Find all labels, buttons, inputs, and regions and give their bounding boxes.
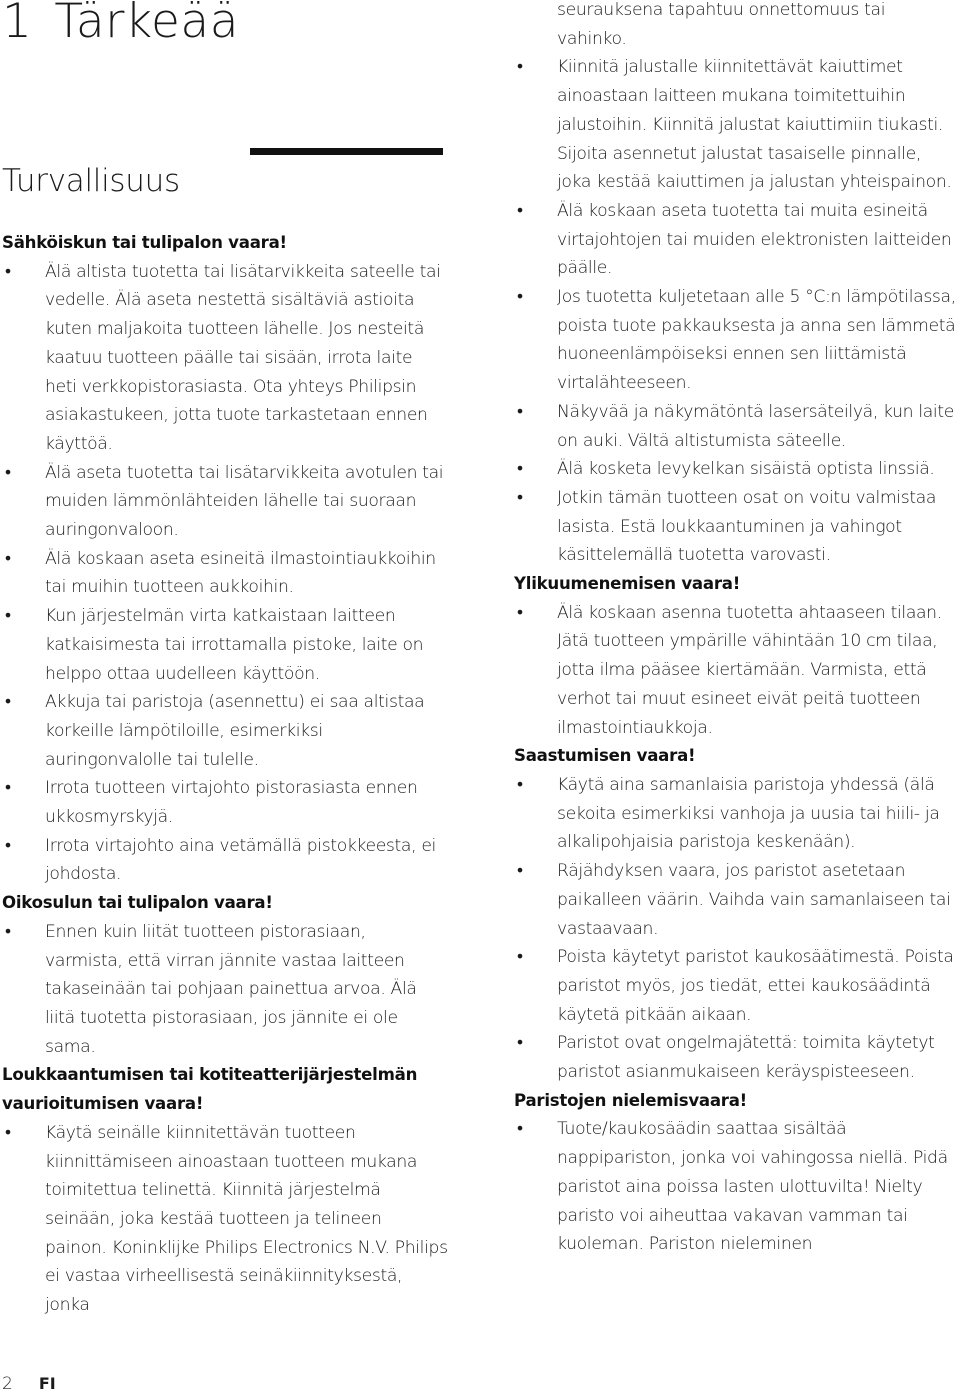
list-item: • Näkyvää ja näkymätöntä lasersäteilyä, kun laite on auki. Vältä altistumista säteelle. — [514, 398, 958, 455]
page-number: 2 — [2, 1374, 13, 1394]
list-item: • Älä altista tuotetta tai lisätarvikkeita sateelle tai vedelle. Älä aseta nestettä sisältäviä astioita kuten maljakoita tuotteen lähelle. Jos nesteitä kaatuu tuotteen päälle tai sisään, irrota laite heti verkkopistorasiasta. Ota yhteys Philipsin asiakastukeen, jotta tuote tarkastetaan ennen käyttöä. — [2, 258, 448, 459]
list-item: • Poista käytetyt paristot kaukosäätimestä. Poista paristot myös, jos tiedät, ettei kaukosäädintä käytetä pitkään aikaan. — [514, 943, 958, 1029]
right-column — [514, 0, 958, 1259]
warning-list — [514, 53, 958, 570]
section-title: Turvallisuus — [2, 163, 180, 199]
list-item: • Käytä seinälle kiinnitettävän tuotteen kiinnittämiseen ainoastaan tuotteen mukana toimitettua telinettä. Kiinnitä järjestelmä seinään, joka kestää tuotteen ja telineen painon. Koninklijke Philips Electronics N.V. Philips ei vastaa virheellisestä seinäkiinnityksestä, jonka — [2, 1119, 448, 1320]
language-code: FI — [38, 1374, 56, 1393]
list-item: • Jos tuotetta kuljetetaan alle 5 °C:n lämpötilassa, poista tuote pakkauksesta ja anna sen lämmetä huoneenlämpöiseksi ennen sen liittämistä virtalähteeseen. — [514, 283, 958, 398]
list-item: • Älä kosketa levykelkan sisäistä optista linssiä. — [514, 455, 958, 484]
list-item: • Älä koskaan aseta esineitä ilmastointiaukkoihin tai muihin tuotteen aukkoihin. — [2, 545, 448, 602]
list-item: • Ennen kuin liität tuotteen pistorasiaan, varmista, että virran jännite vastaa laitteen takaseinään tai pohjaan painettua arvoa. Älä liitä tuotetta pistorasiaan, jos jännite ei ole sama. — [2, 918, 448, 1062]
warning-heading: Paristojen nielemisvaara! — [514, 1090, 747, 1110]
warning-list — [2, 258, 448, 889]
list-item: • Jotkin tämän tuotteen osat on voitu valmistaa lasista. Estä loukkaantuminen ja vahingot käsittelemällä tuotetta varovasti. — [514, 484, 958, 570]
list-item: • Älä aseta tuotetta tai lisätarvikkeita avotulen tai muiden lämmönlähteiden lähelle tai suoraan auringonvaloon. — [2, 459, 448, 545]
list-item: • Älä koskaan aseta tuotetta tai muita esineitä virtajohtojen tai muiden elektronisten laitteiden päälle. — [514, 197, 958, 283]
warning-list — [2, 918, 448, 1062]
list-item: • Räjähdyksen vaara, jos paristot asetetaan paikalleen väärin. Vaihda vain samanlaiseen tai vastaavaan. — [514, 857, 958, 943]
page-footer — [2, 1372, 56, 1396]
chapter-number: 1 — [2, 0, 33, 49]
list-item: • Kun järjestelmän virta katkaistaan laitteen katkaisimesta tai irrottamalla pistoke, laite on helppo ottaa uudelleen käyttöön. — [2, 602, 448, 688]
warning-list — [514, 599, 958, 743]
list-item: • Paristot ovat ongelmajätettä: toimita käytetyt paristot asianmukaiseen keräyspisteeseen. — [514, 1029, 958, 1086]
warning-list — [514, 1115, 958, 1259]
warning-heading: Ylikuumenemisen vaara! — [514, 574, 741, 594]
continued-text: seurauksena tapahtuu onnettomuus tai vahinko. — [557, 0, 886, 49]
section-rule — [250, 148, 443, 155]
list-item: • Käytä aina samanlaisia paristoja yhdessä (älä sekoita esimerkiksi vanhoja ja uusia tai hiili- ja alkalipohjaisia paristoja keskenään). — [514, 771, 958, 857]
list-item: • Kiinnitä jalustalle kiinnitettävät kaiuttimet ainoastaan laitteen mukana toimitettuihin jalustoihin. Kiinnitä jalustat kaiuttimiin tiukasti. Sijoita asennetut jalustat tasaiselle pinnalle, joka kestää kaiuttimen ja jalustan yhteispainon. — [514, 53, 958, 197]
warning-list — [514, 771, 958, 1087]
warning-heading: Oikosulun tai tulipalon vaara! — [2, 893, 273, 913]
warning-list — [2, 1119, 448, 1320]
warning-heading: Sähköiskun tai tulipalon vaara! — [2, 233, 287, 252]
chapter-heading — [2, 0, 239, 50]
list-item: • Irrota tuotteen virtajohto pistorasiasta ennen ukkosmyrskyjä. — [2, 774, 448, 831]
warning-heading: Loukkaantumisen tai kotiteatterijärjestelmän vaurioitumisen vaara! — [2, 1065, 418, 1114]
list-item: • Akkuja tai paristoja (asennettu) ei saa altistaa korkeille lämpötiloille, esimerkiksi auringonvalolle tai tulelle. — [2, 688, 448, 774]
warning-heading: Saastumisen vaara! — [514, 746, 696, 766]
list-item: • Tuote/kaukosäädin saattaa sisältää nappipariston, jonka voi vahingossa niellä. Pidä paristot aina poissa lasten ulottuvilta! Nielty paristo voi aiheuttaa vakavan vamman tai kuoleman. Pariston nieleminen — [514, 1115, 958, 1259]
list-item: • Irrota virtajohto aina vetämällä pistokkeesta, ei johdosta. — [2, 832, 448, 889]
chapter-title: Tärkeää — [54, 0, 240, 49]
list-item: • Älä koskaan asenna tuotetta ahtaaseen tilaan. Jätä tuotteen ympärille vähintään 10 cm tilaa, jotta ilma pääsee kiertämään. Varmista, että verhot tai muut esineet eivät peitä tuotteen ilmastointiaukkoja. — [514, 599, 958, 743]
left-column — [2, 229, 448, 1320]
